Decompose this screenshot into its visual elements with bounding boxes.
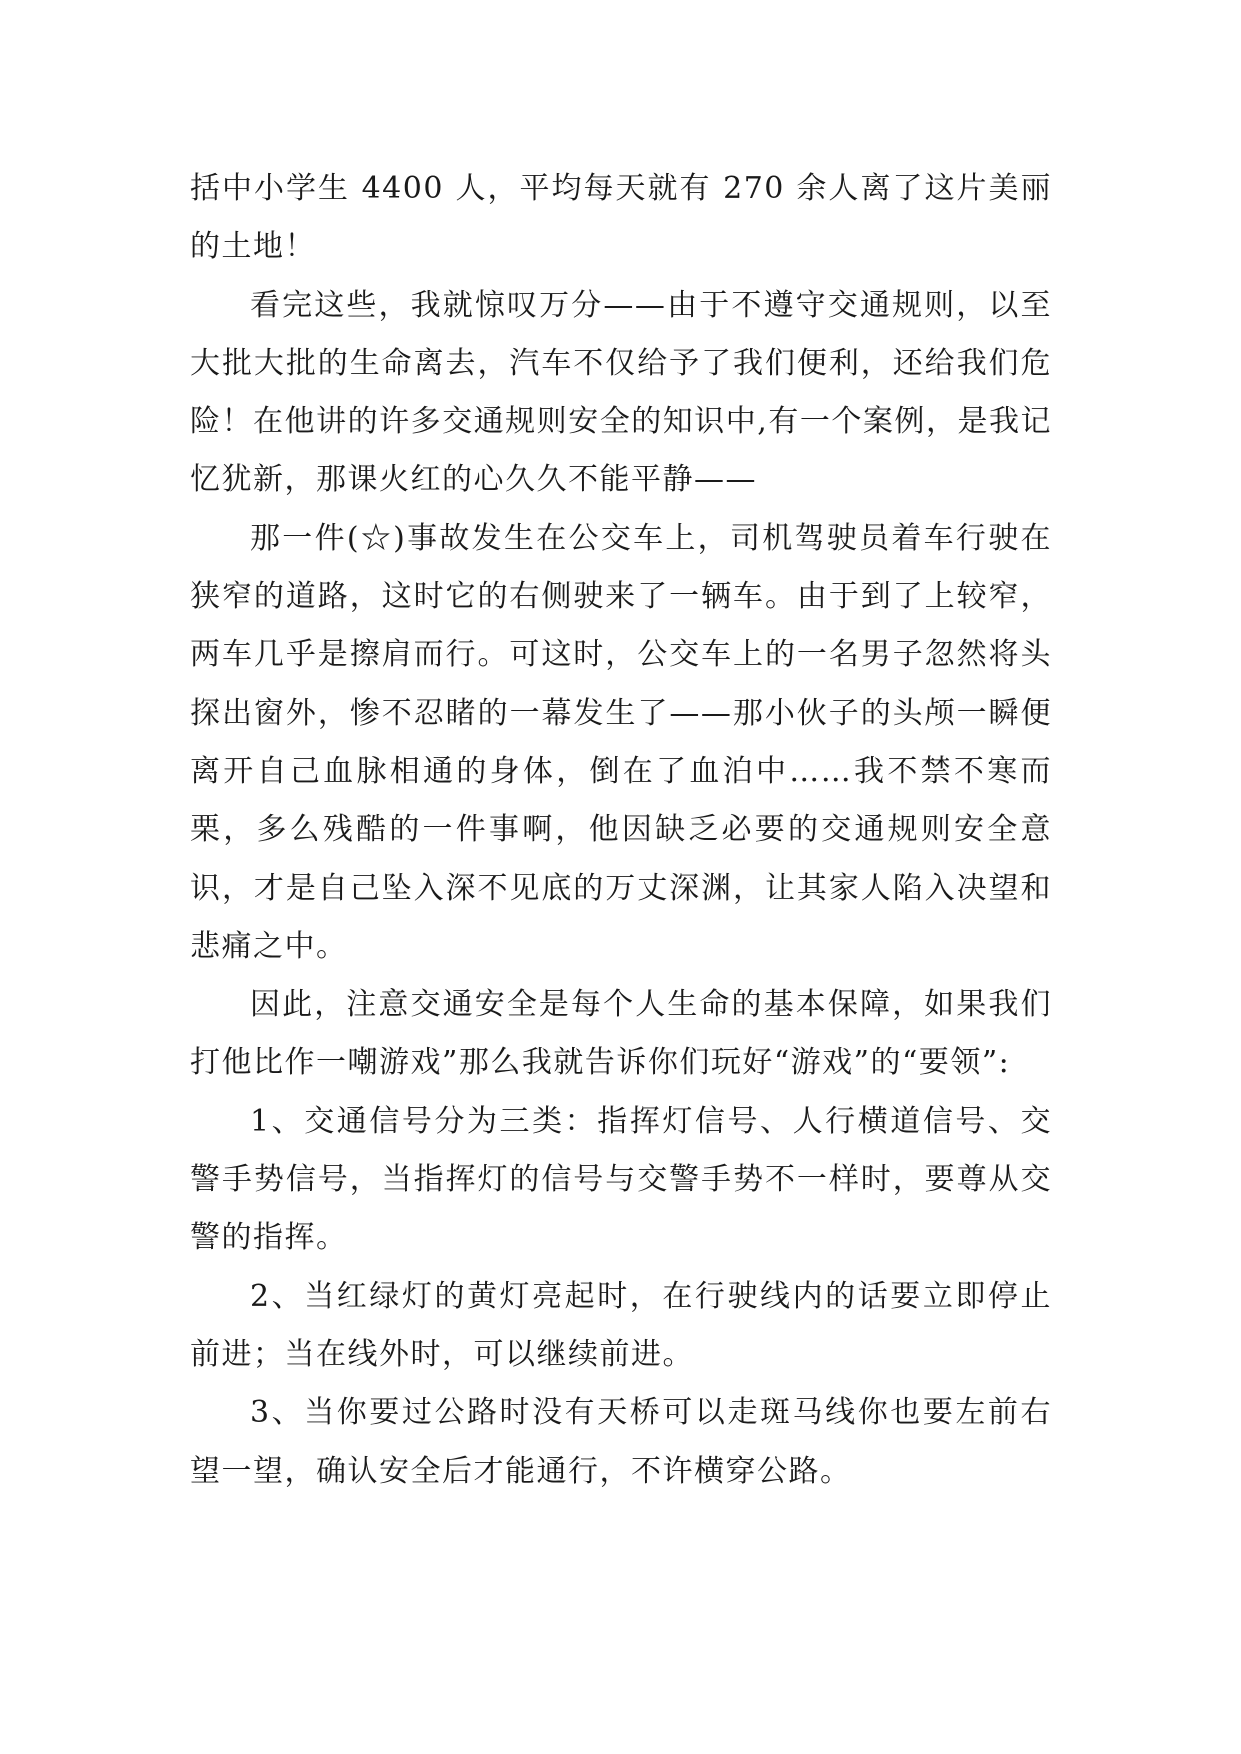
- paragraph-safety-intro: 因此，注意交通安全是每个人生命的基本保障，如果我们打他比作一嘲游戏”那么我就告诉你们玩好“游戏”的“要领”:: [190, 987, 1052, 1081]
- paragraph-rule-2: 2、当红绿灯的黄灯亮起时，在行驶线内的话要立即停止前进；当在线外时，可以继续前进。: [190, 1278, 1052, 1372]
- paragraph-rule-1: 1、交通信号分为三类：指挥灯信号、人行横道信号、交警手势信号，当指挥灯的信号与交警手势不一样时，要尊从交警的指挥。: [190, 1103, 1052, 1256]
- paragraph-reflection: 看完这些，我就惊叹万分——由于不遵守交通规则，以至大批大批的生命离去，汽车不仅给予了我们便利，还给我们危险！在他讲的许多交通规则安全的知识中,有一个案例，是我记忆犹新，那课火红的心久久不能平静——: [190, 287, 1052, 498]
- paragraph-continuation: 括中小学生 4400 人，平均每天就有 270 余人离了这片美丽的土地！: [190, 171, 1052, 265]
- document-body: [190, 160, 1052, 1501]
- paragraph-accident-case: 那一件(☆)事故发生在公交车上，司机驾驶员着车行驶在狭窄的道路，这时它的右侧驶来了一辆车。由于到了上较窄，两车几乎是擦肩而行。可这时，公交车上的一名男子忽然将头探出窗外，惨不忍睹的一幕发生了——那小伙子的头颅一瞬便离开自己血脉相通的身体，倒在了血泊中……我不禁不寒而栗，多么残酷的一件事啊，他因缺乏必要的交通规则安全意识，才是自己坠入深不见底的万丈深渊，让其家人陷入决望和悲痛之中。: [190, 520, 1052, 964]
- paragraph-rule-3: 3、当你要过公路时没有天桥可以走斑马线你也要左前右望一望，确认安全后才能通行，不许横穿公路。: [190, 1395, 1052, 1489]
